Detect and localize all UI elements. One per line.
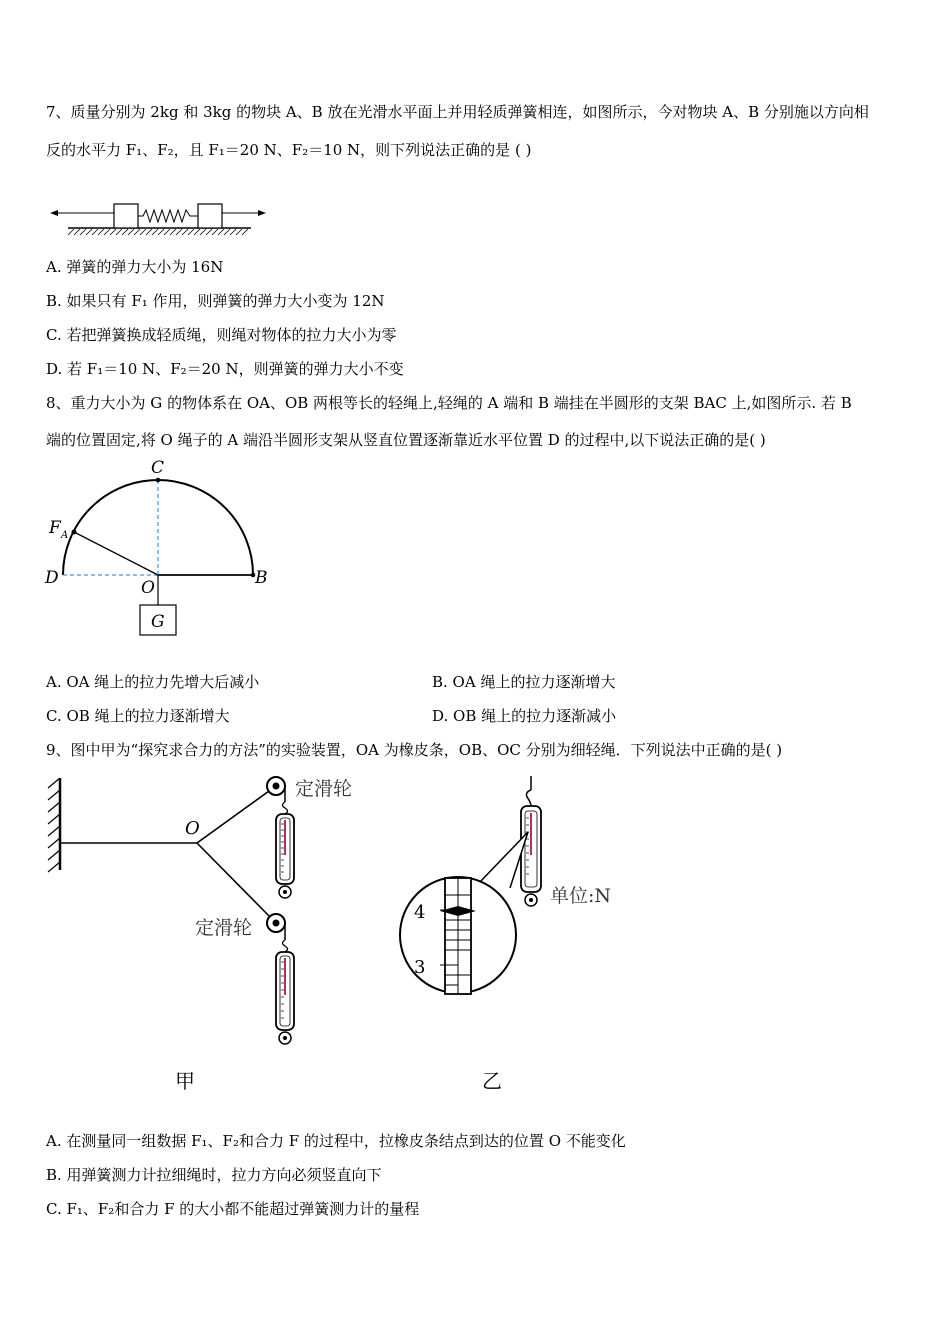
label-fa: F <box>49 518 61 538</box>
q8-option-c: C. OB 绳上的拉力逐渐增大 <box>46 707 230 725</box>
q9-option-b: B. 用弹簧测力计拉细绳时，拉力方向必须竖直向下 <box>46 1166 382 1184</box>
label-unit: 单位:N <box>550 885 612 907</box>
q8-stem-line2: 端的位置固定,将 O 绳子的 A 端沿半圆形支架从竖直位置逐渐靠近水平位置 D 的过程中,以下说法正确的是( ) <box>46 431 766 449</box>
q9-stem-line1: 9、图中甲为“探究求合力的方法”的实验装置，OA 为橡皮条，OB、OC 分别为细轻绳．下列说法中正确的是( ) <box>46 741 783 759</box>
q8-option-a: A. OA 绳上的拉力先增大后减小 <box>46 673 260 691</box>
q9-option-a: A. 在测量同一组数据 F₁、F₂和合力 F 的过程中，拉橡皮条结点到达的位置 O 不能变化 <box>46 1132 626 1150</box>
q7-option-b: B. 如果只有 F₁ 作用，则弹簧的弹力大小变为 12N <box>46 292 385 310</box>
label-jia: 甲 <box>175 1069 195 1093</box>
q7-spring-blocks-figure <box>46 195 276 240</box>
label-pulley-top: 定滑轮 <box>295 778 353 800</box>
label-tick-4: 4 <box>414 902 426 923</box>
label-d: D <box>45 568 59 588</box>
q8-option-b: B. OA 绳上的拉力逐渐增大 <box>432 673 616 691</box>
label-g: G <box>151 612 165 632</box>
q8-stem-line1: 8、重力大小为 G 的物体系在 OA、OB 两根等长的轻绳上,轻绳的 A 端和 B 端挂在半圆形的支架 BAC 上,如图所示. 若 B <box>46 394 852 412</box>
q9-experiment-figure <box>40 770 680 1100</box>
q8-semicircle-figure <box>40 455 280 645</box>
label-pulley-bottom: 定滑轮 <box>195 917 253 939</box>
q7-option-d: D. 若 F₁＝10 N、F₂＝20 N，则弹簧的弹力大小不变 <box>46 360 404 378</box>
label-b: B <box>255 568 268 588</box>
q7-option-a: A. 弹簧的弹力大小为 16N <box>46 258 224 276</box>
label-c: C <box>151 458 165 478</box>
label-o: O <box>141 578 155 598</box>
label-fa-sub: A <box>61 530 69 541</box>
q9-option-c: C. F₁、F₂和合力 F 的大小都不能超过弹簧测力计的量程 <box>46 1200 420 1218</box>
label-yi: 乙 <box>482 1069 502 1093</box>
q8-option-d: D. OB 绳上的拉力逐渐减小 <box>432 707 617 725</box>
label-o-jia: O <box>185 818 200 839</box>
label-tick-3: 3 <box>414 957 426 978</box>
q7-stem-line1: 7、质量分别为 2kg 和 3kg 的物块 A、B 放在光滑水平面上并用轻质弹簧相连，如图所示，今对物块 A、B 分别施以方向相 <box>46 103 869 121</box>
q7-stem-line2: 反的水平力 F₁、F₂，且 F₁＝20 N、F₂＝10 N，则下列说法正确的是 ( ) <box>46 141 532 159</box>
q7-option-c: C. 若把弹簧换成轻质绳，则绳对物体的拉力大小为零 <box>46 326 397 344</box>
